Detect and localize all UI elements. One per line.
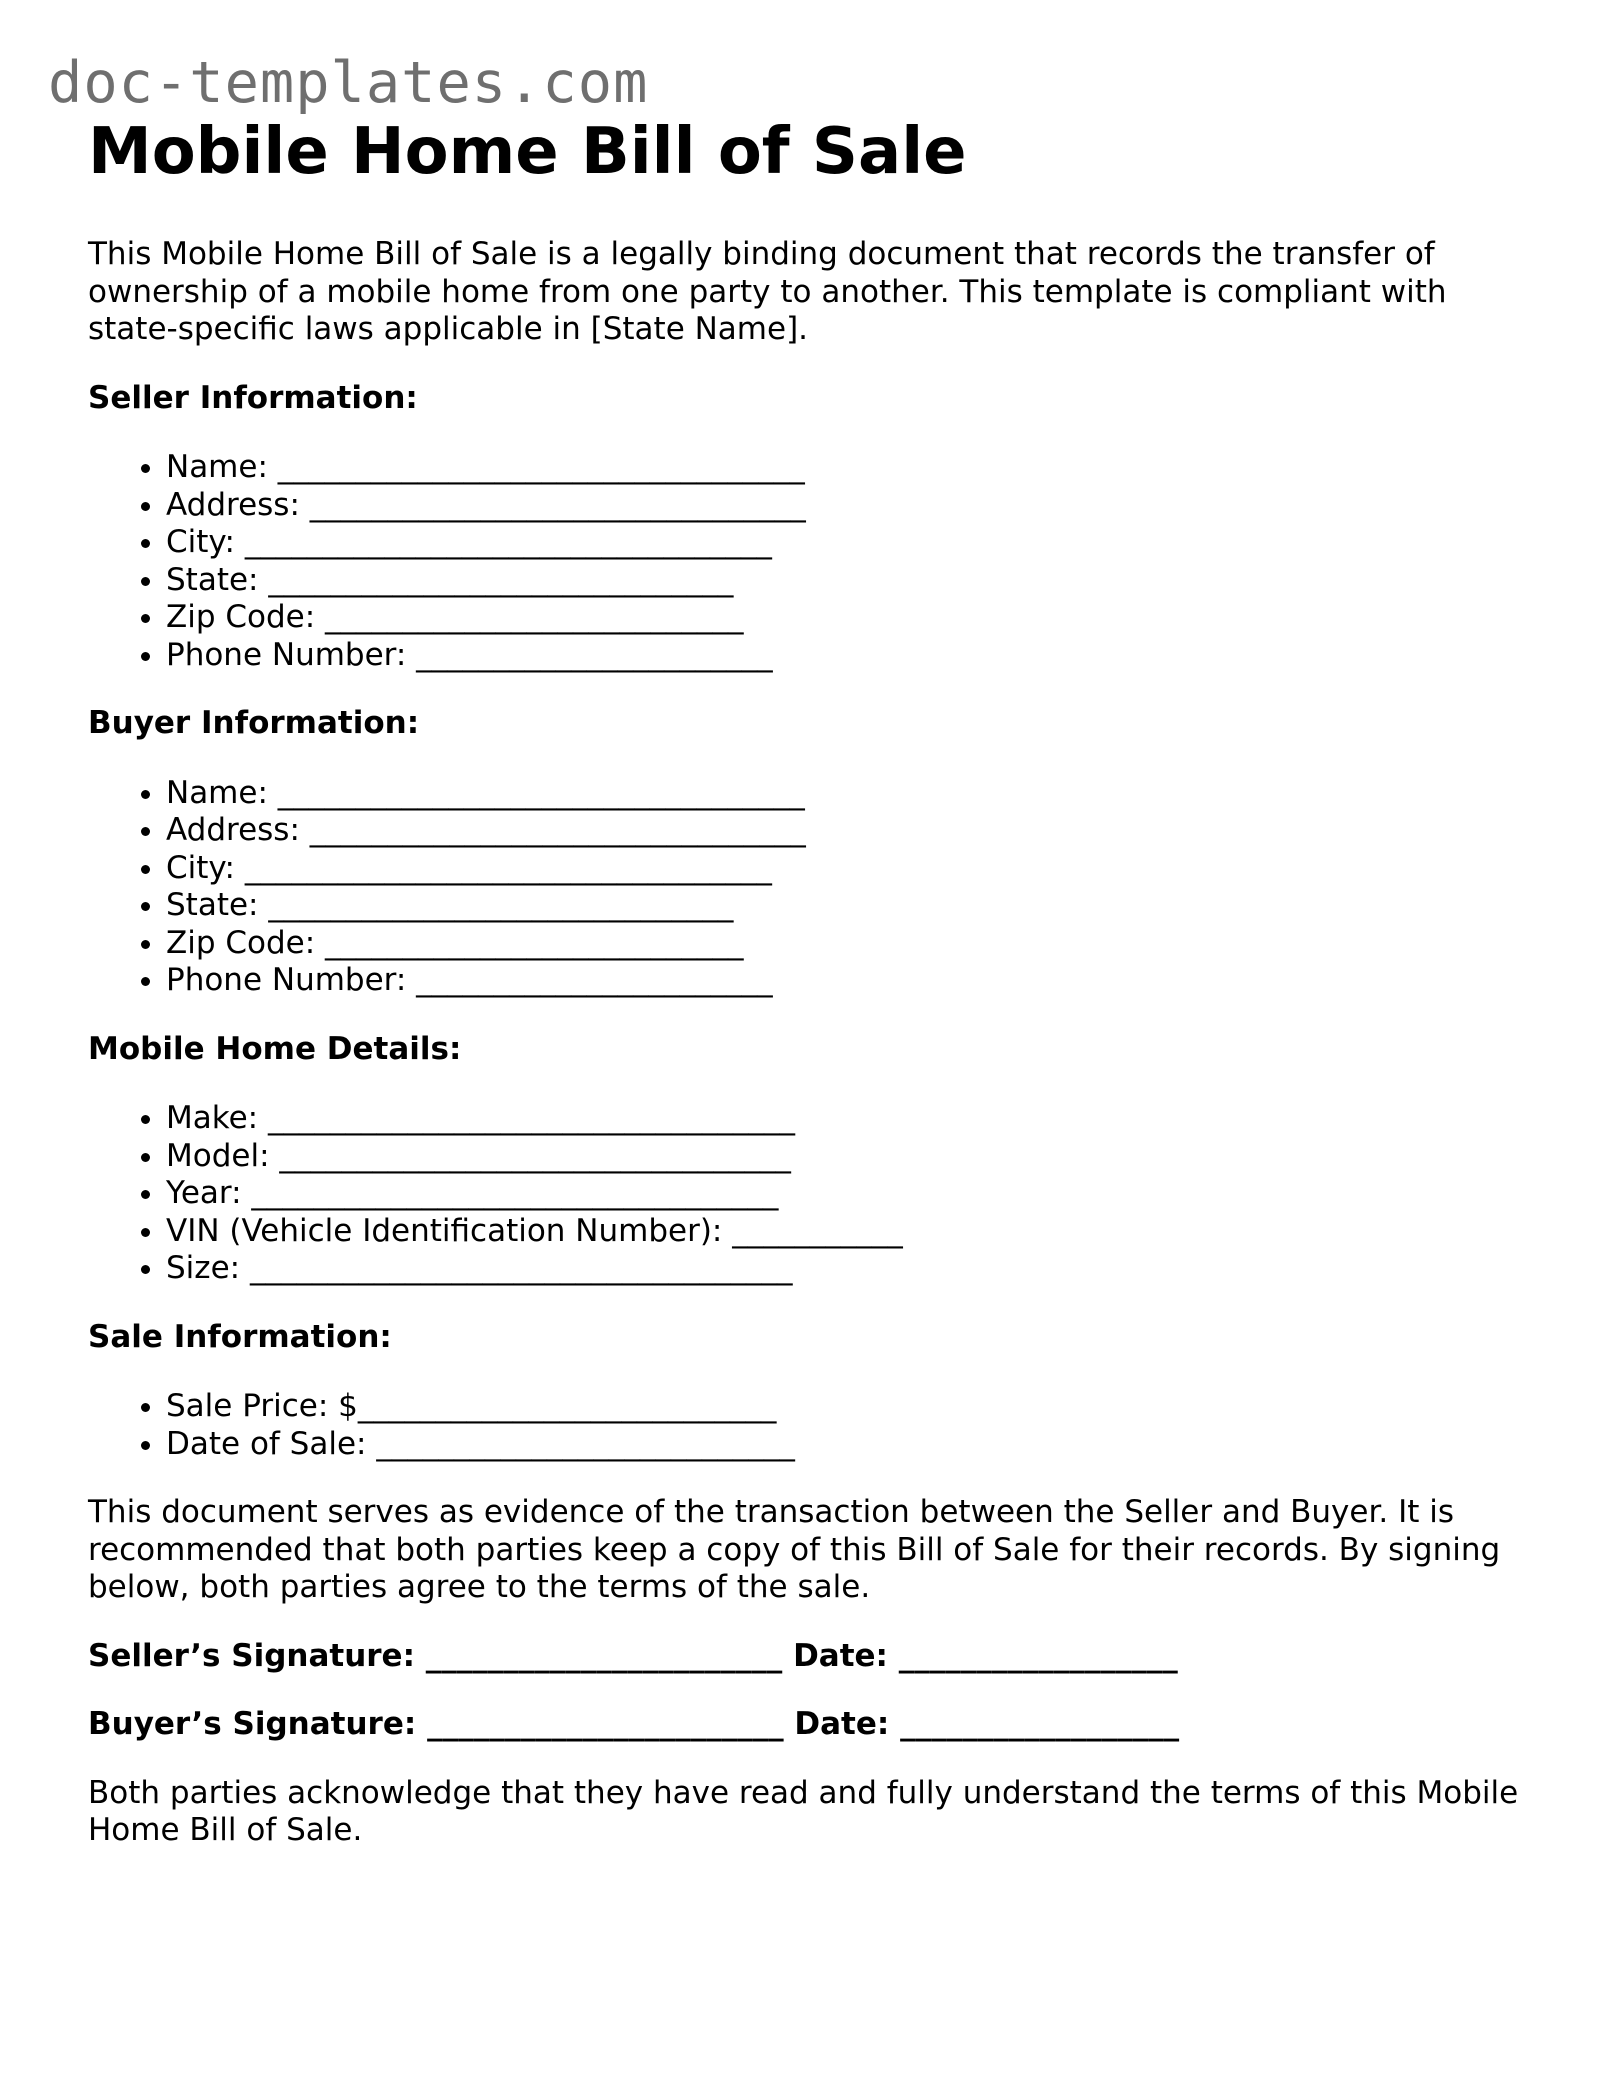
seller-heading: Seller Information: — [88, 379, 418, 416]
field-label: Address: — [166, 486, 300, 523]
sale-info-fields — [88, 1388, 1538, 1463]
home-vin-field — [166, 1213, 1538, 1251]
sale-price-field — [166, 1388, 1538, 1426]
field-blank: ___________________________ — [357, 1388, 777, 1424]
buyer-heading: Buyer Information: — [88, 705, 420, 741]
buyer-name-field — [166, 775, 1538, 813]
field-label: Name: — [166, 449, 268, 485]
acknowledgement-paragraph: Both parties acknowledge that they have read and fully understand the terms of this Mobile Home Bill of Sale. — [88, 1774, 1519, 1848]
field-label: Make: — [166, 1100, 259, 1136]
field-label: VIN (Vehicle Identification Number): — [166, 1212, 723, 1249]
field-blank: ___________________________ — [325, 924, 744, 961]
home-details-fields — [88, 1100, 1538, 1288]
field-label: Phone Number: — [166, 636, 407, 673]
field-blank: _______________________ — [416, 962, 773, 998]
home-make-field — [166, 1100, 1538, 1138]
field-blank: __________________________________ — [277, 774, 805, 811]
buyer-date-blank: __________________ — [900, 1706, 1180, 1742]
closing-paragraph: This document serves as evidence of the transaction between the Seller and Buyer. It is recommended that both parties keep a copy of this Bill of Sale for their records. By signing below, both parties agree to the terms of the sale. — [88, 1494, 1501, 1605]
buyer-state-field — [166, 887, 1538, 925]
buyer-signature-blank: _______________________ — [427, 1706, 784, 1742]
seller-signature-label: Seller’s Signature: — [88, 1637, 415, 1674]
buyer-zip-field — [166, 925, 1538, 963]
field-blank: _________________________________ — [279, 1137, 791, 1174]
field-blank: _______________________ — [416, 636, 773, 673]
field-blank: ___________________________ — [376, 1425, 795, 1462]
field-blank: __________________________________ — [267, 1100, 795, 1136]
field-label: Model: — [166, 1137, 270, 1174]
field-label: City: — [166, 524, 235, 560]
buyer-address-field — [166, 812, 1538, 850]
field-label: Zip Code: — [166, 599, 316, 635]
sale-date-field — [166, 1426, 1538, 1464]
buyer-phone-field — [166, 962, 1538, 1000]
field-label: City: — [166, 849, 235, 886]
seller-name-field — [166, 449, 1538, 487]
seller-date-blank: __________________ — [898, 1637, 1178, 1674]
buyer-date-label: Date: — [794, 1706, 890, 1742]
field-blank: __________________________________ — [251, 1175, 779, 1211]
field-label: Address: — [166, 812, 300, 848]
seller-phone-field — [166, 637, 1538, 675]
home-size-field — [166, 1250, 1538, 1288]
field-label: Name: — [166, 774, 268, 811]
field-blank: ______________________________ — [268, 887, 734, 923]
field-label: Zip Code: — [166, 924, 316, 961]
intro-paragraph: This Mobile Home Bill of Sale is a legally binding document that records the transfer of ownership of a mobile home from one party to another. This template is compliant with state-specific laws applicable in [State Name]. — [88, 236, 1447, 347]
seller-zip-field — [166, 599, 1538, 637]
field-label: Sale Price: $ — [166, 1388, 358, 1424]
field-label: Phone Number: — [166, 962, 407, 998]
watermark: doc-templates.com — [48, 50, 649, 116]
document-page — [88, 110, 1538, 1850]
home-year-field — [166, 1175, 1538, 1213]
field-label: Date of Sale: — [166, 1425, 367, 1462]
field-blank: __________________________________ — [277, 449, 805, 485]
field-blank: ___________________________________ — [249, 1250, 793, 1286]
buyer-signature-label: Buyer’s Signature: — [88, 1706, 417, 1742]
seller-city-field — [166, 524, 1538, 562]
buyer-fields — [88, 775, 1538, 1000]
seller-address-field — [166, 487, 1538, 525]
home-model-field — [166, 1138, 1538, 1176]
field-label: Size: — [166, 1250, 241, 1286]
field-blank: ______________________________ — [268, 561, 734, 598]
field-blank: ________________________________ — [309, 812, 806, 848]
buyer-city-field — [166, 850, 1538, 888]
buyer-signature-line — [88, 1706, 1538, 1744]
seller-fields — [88, 449, 1538, 674]
seller-state-field — [166, 562, 1538, 600]
seller-signature-line — [88, 1638, 1538, 1676]
document-title: Mobile Home Bill of Sale — [88, 115, 967, 189]
field-blank: __________________________________ — [244, 524, 772, 560]
field-blank: __________________________________ — [244, 849, 772, 886]
field-label: State: — [166, 561, 259, 598]
field-label: Year: — [166, 1175, 242, 1211]
seller-signature-blank: _______________________ — [425, 1637, 783, 1674]
field-blank: ___________ — [732, 1212, 903, 1249]
field-blank: ___________________________ — [325, 599, 744, 635]
sale-info-heading: Sale Information: — [88, 1318, 392, 1355]
home-details-heading: Mobile Home Details: — [88, 1030, 462, 1067]
field-label: State: — [166, 887, 259, 923]
seller-date-label: Date: — [793, 1637, 888, 1674]
field-blank: ________________________________ — [309, 486, 806, 523]
